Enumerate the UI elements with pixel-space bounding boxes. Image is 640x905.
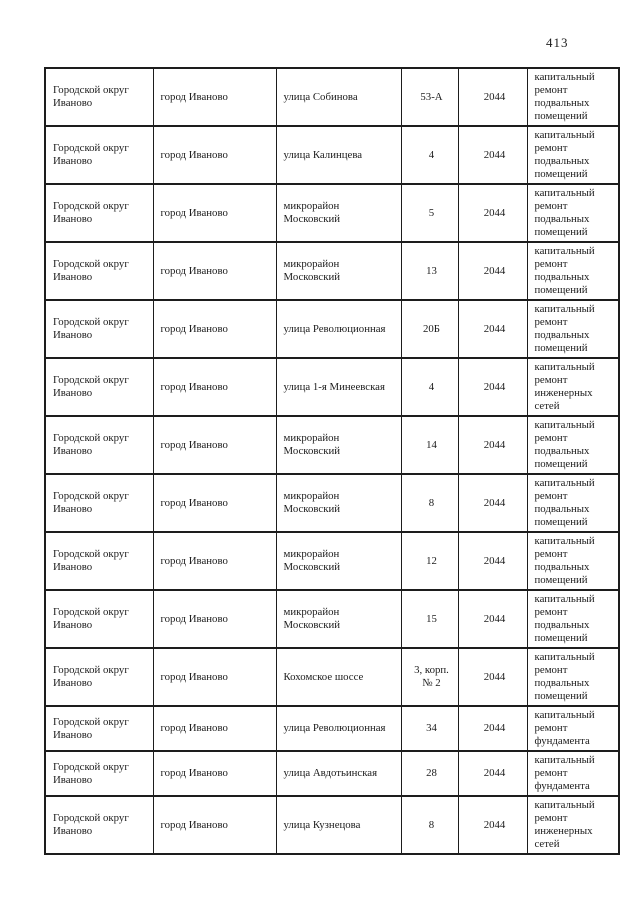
cell-municipal-district: Городской округ Иваново: [45, 126, 153, 184]
table-row: [45, 184, 619, 242]
cell-year: 2044: [458, 532, 527, 590]
cell-work-type: капитальный ремонт подвальных помещений: [527, 242, 619, 300]
cell-street: микрорайон Московский: [276, 416, 401, 474]
cell-settlement: город Иваново: [153, 796, 276, 854]
table-row: [45, 590, 619, 648]
cell-settlement: город Иваново: [153, 126, 276, 184]
cell-work-type: капитальный ремонт подвальных помещений: [527, 590, 619, 648]
cell-street: улица Собинова: [276, 68, 401, 126]
cell-year: 2044: [458, 300, 527, 358]
table-row: [45, 358, 619, 416]
cell-municipal-district: Городской округ Иваново: [45, 68, 153, 126]
cell-street: микрорайон Московский: [276, 590, 401, 648]
cell-house-number: 8: [401, 474, 458, 532]
cell-house-number: 14: [401, 416, 458, 474]
cell-street: улица Авдотьинская: [276, 751, 401, 796]
cell-house-number: 34: [401, 706, 458, 751]
cell-municipal-district: Городской округ Иваново: [45, 184, 153, 242]
table-row: [45, 242, 619, 300]
cell-year: 2044: [458, 68, 527, 126]
cell-work-type: капитальный ремонт подвальных помещений: [527, 416, 619, 474]
cell-house-number: 12: [401, 532, 458, 590]
cell-settlement: город Иваново: [153, 751, 276, 796]
page-number: 413: [546, 35, 569, 50]
cell-house-number: 28: [401, 751, 458, 796]
cell-municipal-district: Городской округ Иваново: [45, 242, 153, 300]
cell-settlement: город Иваново: [153, 300, 276, 358]
cell-house-number: 15: [401, 590, 458, 648]
cell-year: 2044: [458, 416, 527, 474]
cell-work-type: капитальный ремонт подвальных помещений: [527, 532, 619, 590]
table-row: [45, 706, 619, 751]
cell-street: микрорайон Московский: [276, 184, 401, 242]
cell-municipal-district: Городской округ Иваново: [45, 358, 153, 416]
cell-house-number: 3, корп. № 2: [401, 648, 458, 706]
table-row: [45, 532, 619, 590]
table-row: [45, 416, 619, 474]
cell-municipal-district: Городской округ Иваново: [45, 706, 153, 751]
repair-program-table: [44, 67, 620, 855]
cell-municipal-district: Городской округ Иваново: [45, 300, 153, 358]
cell-settlement: город Иваново: [153, 184, 276, 242]
table-row: [45, 751, 619, 796]
cell-street: улица 1-я Минеевская: [276, 358, 401, 416]
cell-work-type: капитальный ремонт подвальных помещений: [527, 474, 619, 532]
cell-municipal-district: Городской округ Иваново: [45, 796, 153, 854]
cell-work-type: капитальный ремонт фундамента: [527, 751, 619, 796]
cell-year: 2044: [458, 184, 527, 242]
cell-work-type: капитальный ремонт фундамента: [527, 706, 619, 751]
table-row: [45, 68, 619, 126]
cell-work-type: капитальный ремонт инженерных сетей: [527, 796, 619, 854]
cell-street: улица Революционная: [276, 300, 401, 358]
cell-settlement: город Иваново: [153, 68, 276, 126]
cell-work-type: капитальный ремонт подвальных помещений: [527, 68, 619, 126]
table-row: [45, 300, 619, 358]
cell-year: 2044: [458, 648, 527, 706]
cell-street: микрорайон Московский: [276, 474, 401, 532]
cell-municipal-district: Городской округ Иваново: [45, 416, 153, 474]
cell-street: улица Революционная: [276, 706, 401, 751]
cell-year: 2044: [458, 474, 527, 532]
cell-house-number: 53-А: [401, 68, 458, 126]
cell-work-type: капитальный ремонт подвальных помещений: [527, 126, 619, 184]
cell-year: 2044: [458, 242, 527, 300]
table-row: [45, 474, 619, 532]
cell-settlement: город Иваново: [153, 242, 276, 300]
cell-street: улица Калинцева: [276, 126, 401, 184]
cell-municipal-district: Городской округ Иваново: [45, 532, 153, 590]
cell-year: 2044: [458, 706, 527, 751]
cell-settlement: город Иваново: [153, 706, 276, 751]
cell-work-type: капитальный ремонт подвальных помещений: [527, 300, 619, 358]
cell-house-number: 5: [401, 184, 458, 242]
cell-street: улица Кузнецова: [276, 796, 401, 854]
cell-settlement: город Иваново: [153, 648, 276, 706]
cell-work-type: капитальный ремонт инженерных сетей: [527, 358, 619, 416]
cell-house-number: 20Б: [401, 300, 458, 358]
cell-municipal-district: Городской округ Иваново: [45, 751, 153, 796]
cell-settlement: город Иваново: [153, 474, 276, 532]
cell-street: микрорайон Московский: [276, 532, 401, 590]
cell-work-type: капитальный ремонт подвальных помещений: [527, 648, 619, 706]
cell-settlement: город Иваново: [153, 416, 276, 474]
cell-street: Кохомское шоссе: [276, 648, 401, 706]
cell-municipal-district: Городской округ Иваново: [45, 474, 153, 532]
cell-house-number: 4: [401, 358, 458, 416]
cell-work-type: капитальный ремонт подвальных помещений: [527, 184, 619, 242]
cell-year: 2044: [458, 796, 527, 854]
cell-settlement: город Иваново: [153, 532, 276, 590]
cell-settlement: город Иваново: [153, 590, 276, 648]
cell-house-number: 4: [401, 126, 458, 184]
cell-house-number: 8: [401, 796, 458, 854]
table-row: [45, 126, 619, 184]
table-row: [45, 796, 619, 854]
cell-street: микрорайон Московский: [276, 242, 401, 300]
cell-year: 2044: [458, 751, 527, 796]
table-body: [45, 68, 619, 854]
cell-settlement: город Иваново: [153, 358, 276, 416]
cell-house-number: 13: [401, 242, 458, 300]
cell-municipal-district: Городской округ Иваново: [45, 590, 153, 648]
cell-year: 2044: [458, 126, 527, 184]
cell-year: 2044: [458, 358, 527, 416]
cell-municipal-district: Городской округ Иваново: [45, 648, 153, 706]
cell-year: 2044: [458, 590, 527, 648]
table-row: [45, 648, 619, 706]
